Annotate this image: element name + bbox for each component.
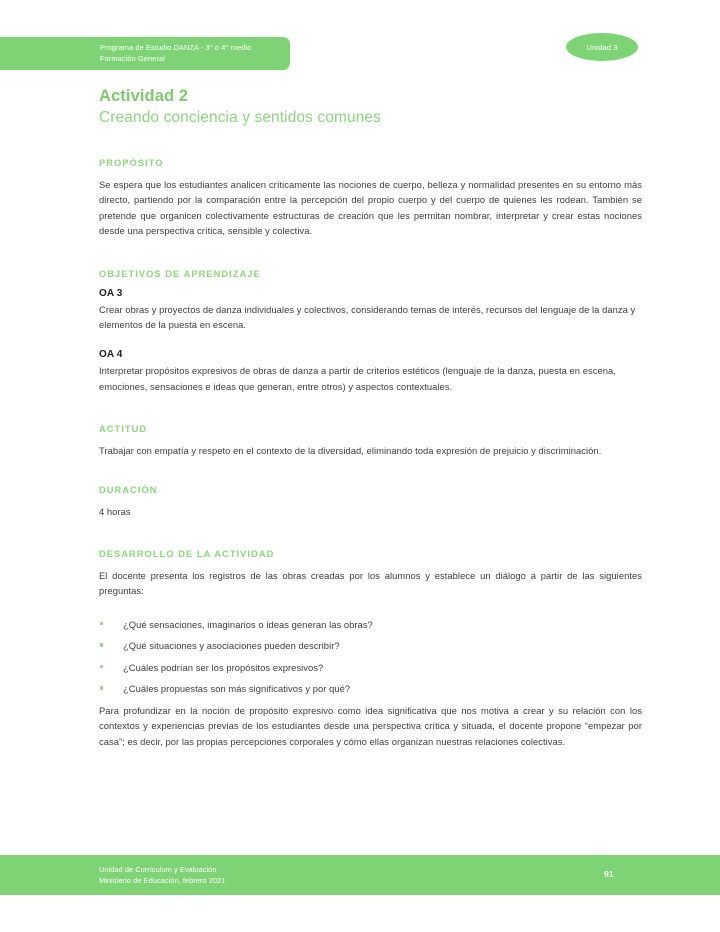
header-formation-line: Formación General [100,53,165,63]
desarrollo-closing-paragraph: Para profundizar en la noción de propósito expresivo como idea significativa que nos motiva a crear y su relación con los contextos y experiencias previas de los estudiantes desde una perspectiva crítica y situada, el docente propone “empezar por casa”; es decir, por las propias percepciones corporales y cómo ellas organizan nuestras relaciones colectivas. [99,704,642,747]
desarrollo-intro: El docente presenta los registros de las obras creadas por los alumnos y establece un diálogo a partir de las siguientes preguntas: [99,570,642,597]
list-item [99,617,642,632]
section-heading-objetivos: OBJETIVOS DE APRENDIZAJE [99,268,261,279]
list-item-label: ¿Qué sensaciones, imaginarios o ideas generan las obras? [123,618,373,630]
list-item-label: ¿Cuáles propuestas son más significativos y por qué? [123,683,351,695]
actitud-body: Trabajar con empatía y respeto en el contexto de la diversidad, eliminando toda expresión de prejuicio y discriminación. [99,445,602,457]
section-heading-actitud: ACTITUD [99,424,148,435]
page-subtitle: Creando conciencia y sentidos comunes [99,109,381,126]
list-item [99,660,642,675]
section-heading-desarrollo: DESARROLLO DE LA ACTIVIDAD [99,549,275,560]
header-program-line: Programa de Estudio DANZA - 3° o 4° medio [100,43,252,52]
oa-code-oa3: OA 3 [99,287,123,299]
list-item-label: ¿Cuáles podrían ser los propósitos expresivos? [123,661,324,673]
duracion-body: 4 horas [99,505,131,517]
section-heading-duracion: DURACIÓN [99,484,158,495]
document-content [99,0,642,749]
title-block [99,86,642,128]
footer-institution [99,865,225,886]
oa-text-oa4: Interpretar propósitos expresivos de obras de danza a partir de criterios estéticos (lenguaje de la danza, puesta en escena, emociones, sensaciones e ideas que generan, entre otros) y aspectos contextuales. [99,365,616,392]
proposito-body: Se espera que los estudiantes analicen críticamente las nociones de cuerpo, belleza y normalidad presentes en su entorno más directo, partiendo por la comparación entre la percepción del propio cuerpo y del cuerpo de quienes les rodean. También se pretende que organicen colectivamente estructuras de creación que les permitan nombrar, interpretar y crear estas nociones desde una perspectiva crítica, sensible y colectiva. [99,179,642,237]
desarrollo-question-list [99,617,642,697]
section-heading-proposito: PROPÓSITO [99,158,164,168]
learning-objective-oa3 [99,288,642,333]
page-title: Actividad 2 [99,87,189,105]
bullet-square-icon [100,686,103,689]
learning-objective-oa4 [99,349,642,394]
footer-unit-line: Unidad de Currículum y Evaluación [99,865,217,874]
bullet-square-icon [100,643,103,646]
page-footer-bar [0,855,720,895]
unit-badge-label: Unidad 3 [586,42,618,52]
footer-ministry-line: Ministerio de Educación, febrero 2021 [99,875,226,885]
page-number: 91 [604,869,614,879]
list-item [99,681,642,696]
oa-code-oa4: OA 4 [99,349,123,361]
list-item-label: ¿Qué situaciones y asociaciones pueden describir? [123,640,340,652]
bullet-square-icon [100,665,103,668]
list-item [99,638,642,653]
bullet-square-icon [100,622,103,625]
oa-text-oa3: Crear obras y proyectos de danza individuales y colectivos, considerando temas de interés, recursos del lenguaje de la danza y elementos de la puesta en escena. [99,303,636,331]
